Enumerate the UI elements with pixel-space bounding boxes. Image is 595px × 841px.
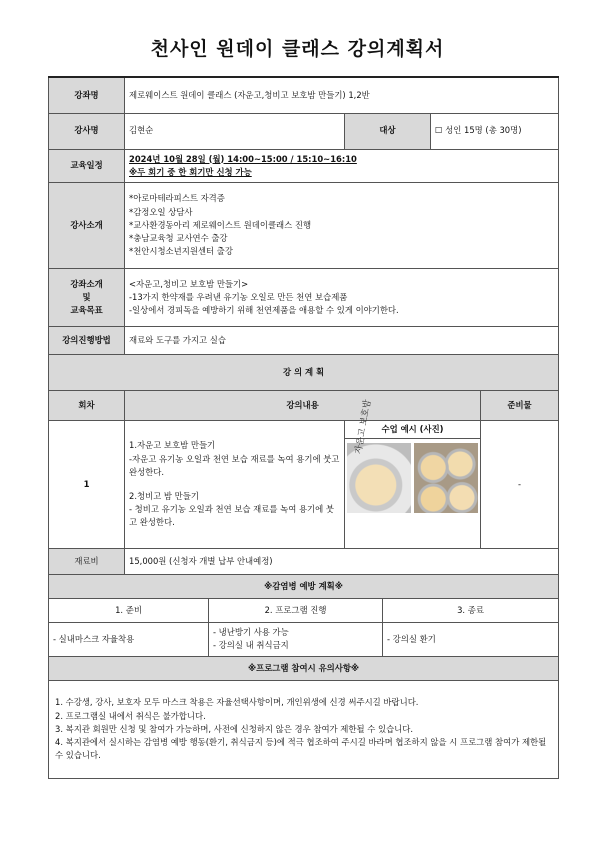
balm-photo-group [414,443,478,513]
goal-label-line: 강좌소개 [70,278,103,289]
note-item: 4. 복지관에서 실시하는 감염병 예방 행동(환기, 취식금지 등)에 적극 협조하여 주시길 바라며 협조하지 않을 시 프로그램 참여가 제한될 수 있습니다. [55,736,547,760]
plan-section-row [49,354,559,390]
safety-section-title: ※감염병 예방 계획※ [49,574,559,598]
schedule-row [49,149,559,182]
fee-value: 15,000원 (신청자 개별 납부 안내예정) [125,548,559,574]
session-header: 회차 [49,390,125,420]
goal-item: -일상에서 경피독을 예방하기 위해 천연제품을 애용할 수 있게 이야기한다. [129,304,399,315]
goal-item: -13가지 한약재를 우려낸 유기농 오일로 만든 천연 보습제품 [129,291,348,302]
instructor-row [49,113,559,149]
instructor-value: 김현순 [125,113,345,149]
fee-label: 재료비 [49,548,125,574]
notes-row [49,680,559,778]
goal-label [49,268,125,326]
course-label: 강좌명 [49,77,125,113]
intro-list [125,182,559,268]
lecture-plan-table [48,76,559,779]
schedule-date: 2024년 10월 28일 (월) 14:00~15:00 / 15:10~16:10 [129,153,357,164]
notes-section-title: ※프로그램 참여시 유의사항※ [49,656,559,680]
goal-list [125,268,559,326]
target-label: 대상 [345,113,431,149]
plan-header-row [49,390,559,420]
instructor-label: 강사명 [49,113,125,149]
safety-progress-value [209,622,383,656]
note-item: 1. 수강생, 강사, 보호자 모두 마스크 착용은 자율선택사항이며, 개인위생에 신경 써주시길 바랍니다. [55,697,419,708]
content-line: -자운고 유기농 오일과 천연 보습 재료를 녹여 용기에 붓고 완성한다. [129,453,340,477]
photo-label: 수업 예시 (사진) [345,421,480,439]
schedule-note: ※두 회기 중 한 회기만 신청 가능 [129,166,252,177]
method-label: 강의진행방법 [49,326,125,354]
photo-cell [345,398,481,548]
intro-item: *교사환경동아리 제로웨이스트 원데이클래스 진행 [129,219,312,230]
goal-item: <자운고,청비고 보호밤 만들기> [129,278,249,289]
plan-section-title: 강 의 계 획 [49,354,559,390]
prep-header: 준비물 [481,390,559,420]
safety-col-prepare: 1. 준비 [49,598,209,622]
safety-col-end: 3. 종료 [383,598,559,622]
safety-col-progress: 2. 프로그램 진행 [209,598,383,622]
content-line: 1.자운고 보호밤 만들기 [129,440,216,451]
method-row [49,326,559,354]
fee-row [49,548,559,574]
safety-section-row [49,574,559,598]
method-value: 재료와 도구를 가지고 실습 [125,326,559,354]
content-line [129,479,340,490]
note-item: 3. 복지관 회원만 신청 및 참여가 가능하며, 사전에 신청하지 않은 경우 참여가 제한될 수 있습니다. [55,723,414,734]
session-number: 1 [49,420,125,548]
course-row [49,77,559,113]
content-line: 2.청비고 밤 만들기 [129,490,199,501]
safety-progress-line: - 강의실 내 취식금지 [213,640,289,651]
session-row [49,420,559,548]
document-title: 천사인 원데이 클래스 강의계획서 [150,38,445,60]
intro-item: *충남교육청 교사연수 출강 [129,232,228,243]
session-content [125,420,345,548]
schedule-label: 교육일정 [49,149,125,182]
content-line: - 청비고 유기농 오일과 천연 보습 재료를 녹여 용기에 붓고 완성한다. [129,503,334,527]
note-item: 2. 프로그램실 내에서 취식은 불가합니다. [55,710,206,721]
safety-value-row [49,622,559,656]
notes-section-row [49,656,559,680]
intro-label: 강사소개 [49,182,125,268]
photo-lid-text: 자운고 보호밤 [353,398,374,455]
intro-item: *아로마테라피스트 자격증 [129,193,225,204]
safety-end-value: - 강의실 환기 [383,622,559,656]
intro-item: *천안시청소년지원센터 출강 [129,245,233,256]
notes-list [49,680,559,778]
course-value: 제로웨이스트 원데이 클래스 (자운고,청비고 보호밤 만들기) 1,2반 [125,77,559,113]
prep-value: - [481,420,559,548]
content-header: 강의내용 [125,390,481,420]
safety-header-row [49,598,559,622]
goal-row [49,268,559,326]
goal-label-line: 및 [82,291,91,302]
balm-photo-single [347,398,411,513]
safety-prepare-value: - 실내마스크 자율착용 [49,622,209,656]
intro-row [49,182,559,268]
safety-progress-line: - 냉난방기 사용 가능 [213,627,289,638]
target-value: ☐ 성인 15명 (총 30명) [431,113,559,149]
goal-label-line: 교육목표 [70,304,103,315]
intro-item: *감정오일 상담사 [129,206,193,217]
